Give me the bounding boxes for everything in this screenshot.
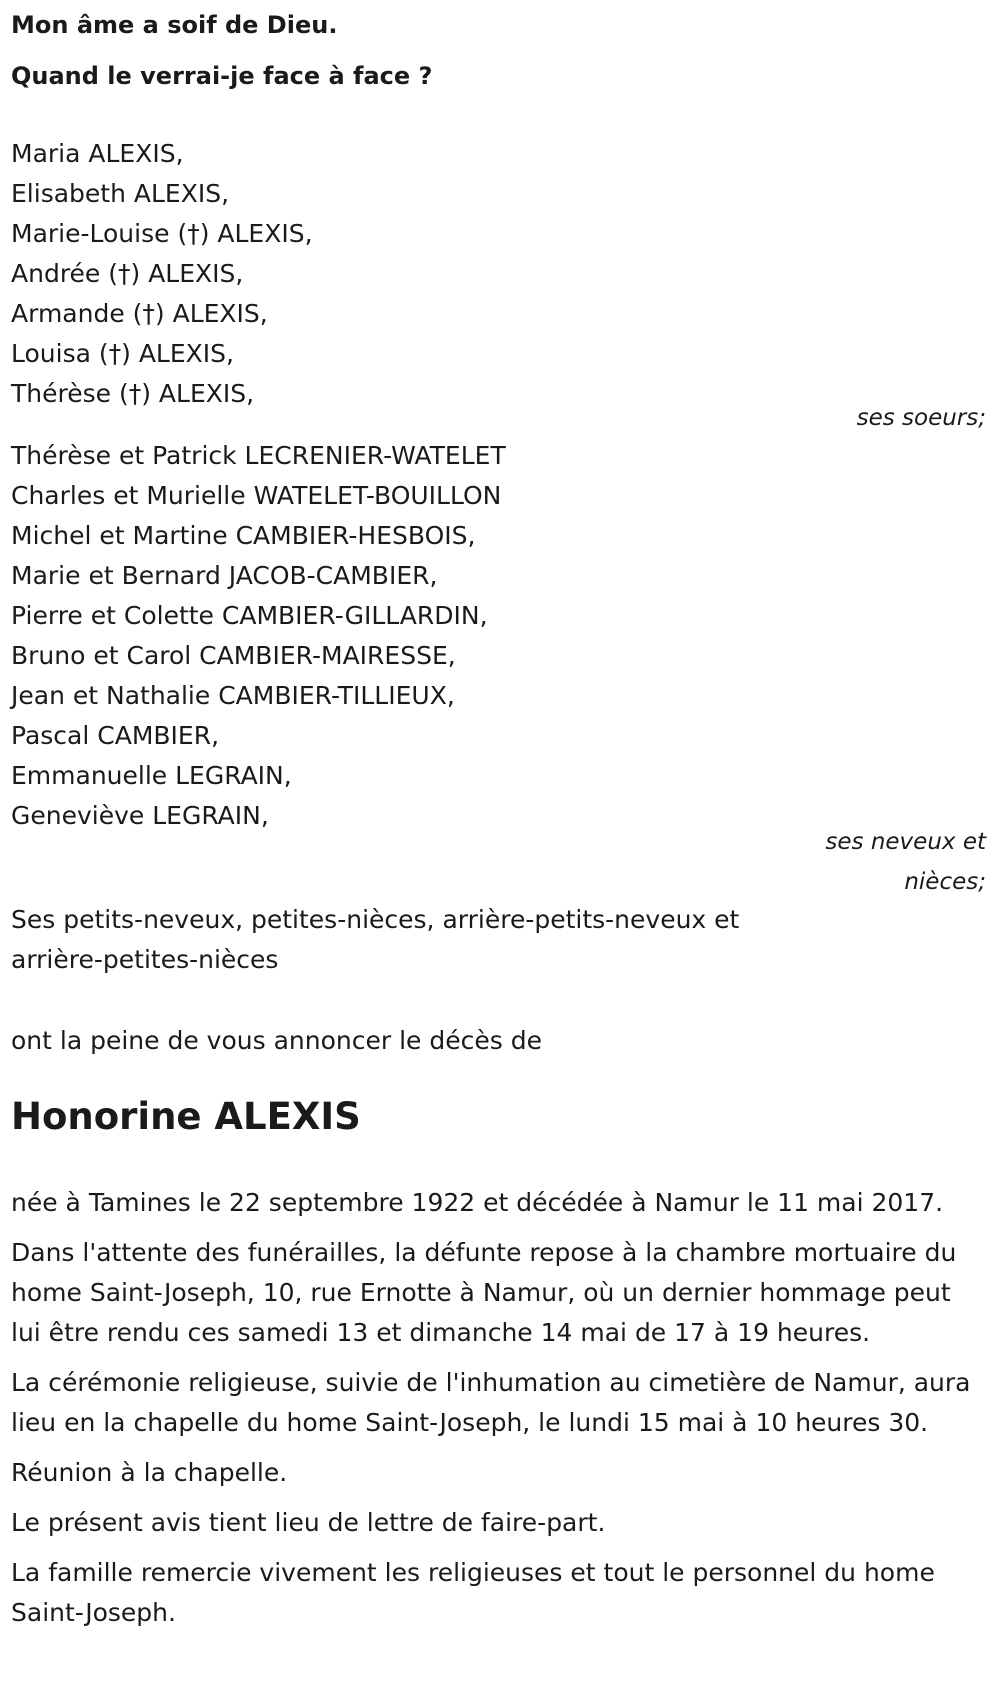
nephew-name: Thérèse et Patrick LECRENIER-WATELET	[11, 441, 506, 470]
ceremony-paragraph: La cérémonie religieuse, suivie de l'inhumation au cimetière de Namur, aura lieu en la chapelle du home Saint-Joseph, le lundi 15 mai à 10 heures 30.	[11, 1368, 971, 1437]
nephew-name: Michel et Martine CAMBIER-HESBOIS,	[11, 521, 476, 550]
nephews-role-label: ses neveux et nièces;	[825, 829, 986, 895]
nephew-name: Pascal CAMBIER,	[11, 721, 220, 750]
gathering-paragraph: Réunion à la chapelle.	[11, 1458, 288, 1487]
sister-name: Marie-Louise (†) ALEXIS,	[11, 219, 313, 248]
nephew-name: Bruno et Carol CAMBIER-MAIRESSE,	[11, 641, 456, 670]
nephews-list	[11, 436, 506, 836]
nephew-name: Pierre et Colette CAMBIER-GILLARDIN,	[11, 601, 488, 630]
announcement: ont la peine de vous annoncer le décès de	[11, 1026, 542, 1055]
nephew-name: Charles et Murielle WATELET-BOUILLON	[11, 481, 502, 510]
notice-body	[11, 1183, 986, 1643]
viewing-paragraph: Dans l'attente des funérailles, la défunte repose à la chambre mortuaire du home Saint-Joseph, 10, rue Ernotte à Namur, où un dernier hommage peut lui être rendu ces samedi 13 et dimanche 14 mai de 17 à 19 heures.	[11, 1238, 957, 1347]
sister-name: Thérèse (†) ALEXIS,	[11, 379, 255, 408]
sister-name: Elisabeth ALEXIS,	[11, 179, 230, 208]
nephew-name: Emmanuelle LEGRAIN,	[11, 761, 292, 790]
verse-line-2: Quand le verrai-je face à face ?	[11, 62, 433, 90]
sister-name: Louisa (†) ALEXIS,	[11, 339, 234, 368]
nephew-name: Geneviève LEGRAIN,	[11, 801, 269, 830]
deceased-name: Honorine ALEXIS	[11, 1095, 361, 1138]
nephew-name: Jean et Nathalie CAMBIER-TILLIEUX,	[11, 681, 455, 710]
sisters-role-label: ses soeurs;	[856, 405, 986, 431]
sisters-list	[11, 134, 313, 414]
verse-line-1: Mon âme a soif de Dieu.	[11, 11, 338, 39]
thanks-paragraph: La famille remercie vivement les religieuses et tout le personnel du home Saint-Joseph.	[11, 1558, 935, 1627]
nephew-name: Marie et Bernard JACOB-CAMBIER,	[11, 561, 438, 590]
sister-name: Andrée (†) ALEXIS,	[11, 259, 244, 288]
notice-paragraph: Le présent avis tient lieu de lettre de faire-part.	[11, 1508, 606, 1537]
sister-name: Armande (†) ALEXIS,	[11, 299, 268, 328]
sister-name: Maria ALEXIS,	[11, 139, 184, 168]
birth-death-paragraph: née à Tamines le 22 septembre 1922 et décédée à Namur le 11 mai 2017.	[11, 1188, 944, 1217]
grand-relatives: Ses petits-neveux, petites-nièces, arrière-petits-neveux et arrière-petites-nièces	[11, 905, 740, 974]
